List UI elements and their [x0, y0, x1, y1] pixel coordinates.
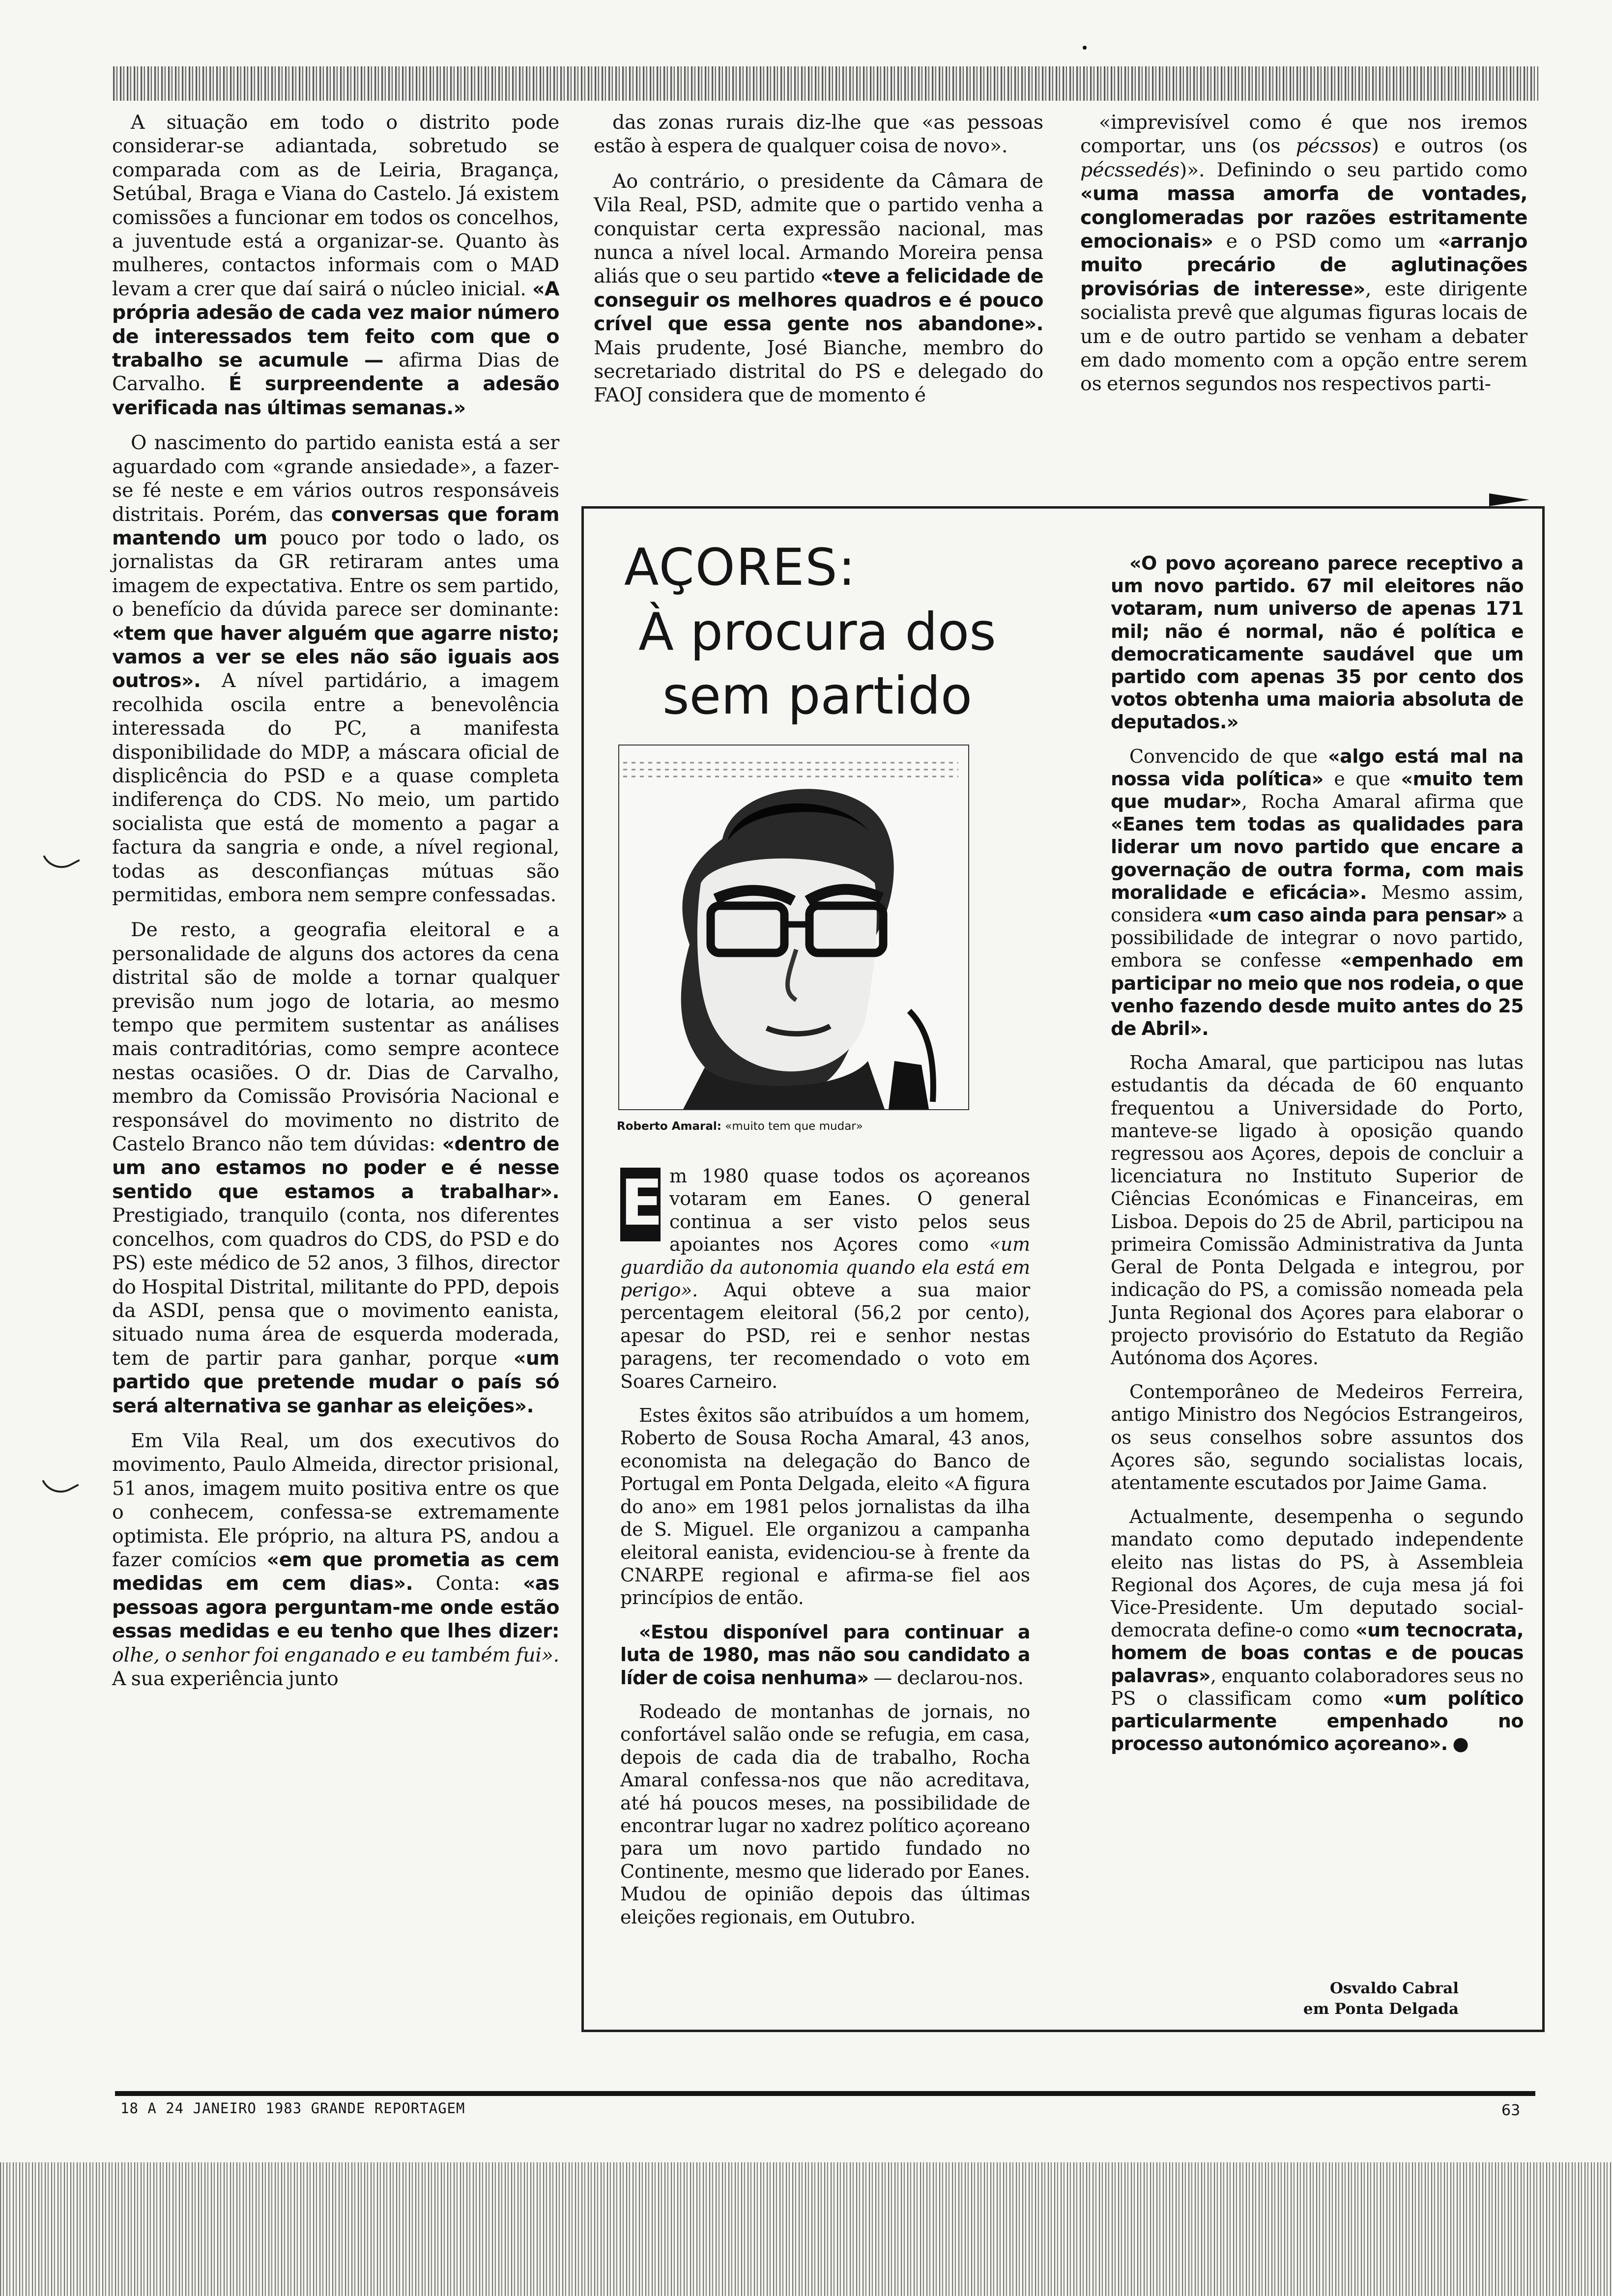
italic-text: «um guardião da autonomia quando ela está em perigo».	[620, 1234, 1030, 1301]
italic-text: pécssedés	[1080, 158, 1180, 181]
body-text: «imprevisível como é que nos iremos comportar, uns (os	[1080, 111, 1527, 158]
body-text: A situação em todo o distrito pode considerar-se adiantada, sobretudo se comparada com as de Leiria, Bragança, Setúbal, Braga e Viana do Castelo. Já existem comissões a funcionar em todos os concelhos, a juventude está a organizar-se. Quanto às mulheres, contactos informais com o MAD levam a crer que daí sairá o núcleo inicial.	[112, 111, 559, 300]
body-text: A sua experiência junto	[112, 1667, 339, 1690]
quoted-bold-text: «O povo açoreano parece receptivo a um novo partido. 67 mil eleitores não votaram, num universo de apenas 171 mil; não é normal, não é política e democraticamente saudável que um partido com apenas 35 por cento dos votos obtenha uma maioria absoluta de deputados.»	[1111, 552, 1524, 733]
feature-headline	[623, 539, 1011, 724]
caption-name: Roberto Amaral:	[617, 1120, 721, 1133]
body-text: Em Vila Real, um dos executivos do movimento, Paulo Almeida, director prisional, 51 anos, imagem muito positiva entre os que o conhecem, confessa-se extremamente optimista. Ele próprio, na altura PS, andou a fazer comícios	[112, 1429, 559, 1571]
article-byline	[1267, 1978, 1459, 2019]
article-paragraph	[1111, 745, 1524, 1040]
quoted-bold-text: «algo está mal na nossa vida política»	[1111, 745, 1524, 790]
body-text: , Rocha Amaral afirma que	[1241, 791, 1524, 813]
quoted-bold-text: «Estou disponível para continuar a luta de 1980, mas não sou candidato a líder de coisa nenhuma»	[620, 1621, 1030, 1689]
body-text: Mesmo assim, considera	[1111, 881, 1524, 926]
quoted-bold-text: «um tecnocrata, homem de boas contas e de poucas palavras»	[1111, 1619, 1524, 1687]
body-text: Convencido de que	[1129, 745, 1328, 767]
article-paragraph	[594, 170, 1043, 407]
body-text: , este dirigente socialista prevê que algumas figuras locais de um e de outro partido se venham a debater em dado momento com a opção entre serem os eternos segundos nos respectivos parti-	[1080, 277, 1527, 396]
roberto-amaral-portrait	[618, 745, 969, 1110]
article-paragraph	[620, 1700, 1030, 1928]
body-text: Actualmente, desempenha o segundo mandato como deputado independente eleito nas listas do PS, à Assembleia Regional dos Açores, de cuja mesa já foi Vice-Presidente. Um deputado social-democrata define-o como	[1111, 1506, 1524, 1641]
body-text: ) e outros (os	[1371, 135, 1527, 158]
byline-location: em Ponta Delgada	[1303, 2000, 1459, 2018]
right-article-column	[1080, 111, 1527, 407]
body-text: — declarou-nos.	[868, 1666, 1024, 1689]
quoted-bold-text: «muito tem que mudar»	[1111, 768, 1524, 813]
quoted-bold-text: «A própria adesão de cada vez maior número de interessados tem feito com que o trabalho se acumule —	[112, 277, 559, 372]
caption-quote: «muito tem que mudar»	[721, 1120, 863, 1133]
scan-speck	[1083, 46, 1087, 50]
feature-right-column	[1111, 552, 1524, 1766]
article-paragraph	[1111, 1051, 1524, 1369]
feature-title-line-1: À procura dos	[638, 602, 996, 662]
feature-kicker: AÇORES:	[624, 538, 857, 597]
article-paragraph	[112, 1429, 559, 1691]
article-paragraph	[1111, 1380, 1524, 1494]
body-text: Rodeado de montanhas de jornais, no confortável salão onde se refugia, em casa, depois de cada dia de trabalho, Rocha Amaral confessa-nos que não acreditava, até há poucos meses, na possibilidade de encontrar lugar no xadrez político açoreano para um novo partido fundado no Continente, mesmo que liderado por Eanes. Mudou de opinião depois das últimas eleições regionais, em Outubro.	[620, 1700, 1030, 1928]
body-text: e o PSD como um	[1213, 230, 1438, 253]
quoted-bold-text: «empenhado em participar no meio que nos rodeia, o que venho fazendo desde muito antes do 25 de Abril».	[1111, 949, 1524, 1040]
italic-text: pécssos	[1295, 135, 1372, 158]
body-text: Contemporâneo de Medeiros Ferreira, antigo Ministro dos Negócios Estrangeiros, os seus conselhos sobre assuntos dos Açores são, segundo socialistas locais, atentamente escutados por Jaime Gama.	[1111, 1381, 1524, 1493]
drop-cap: E	[620, 1168, 661, 1241]
quoted-bold-text: «um caso ainda para pensar»	[1208, 904, 1507, 926]
article-paragraph	[594, 111, 1043, 158]
quoted-bold-text: «Eanes tem todas as qualidades para liderar um novo partido que encare a governação de outra forma, com mais moralidade e eficácia».	[1111, 813, 1524, 903]
page-number: 63	[1501, 2102, 1521, 2119]
body-text: De resto, a geografia eleitoral e a personalidade de alguns dos actores da cena distrital são de molde a tornar qualquer previsão num jogo de lotaria, ao mesmo tempo que permitem sustentar as análises mais contraditórias, como sempre acontece nestas ocasiões. O dr. Dias de Carvalho, membro da Comissão Provisória Nacional e responsável do movimento no distrito de Castelo Branco não tem dúvidas:	[112, 918, 559, 1156]
body-text: m 1980 quase todos os açoreanos votaram em Eanes. O general continua a ser visto pelos seus apoiantes nos Açores como	[669, 1165, 1030, 1256]
body-text: Ao contrário, o presidente da Câmara de Vila Real, PSD, admite que o partido venha a conquistar certa expressão nacional, mas nunca a nível local. Armando Moreira pensa aliás que o seu partido	[594, 170, 1043, 288]
page-footer: 18 A 24 JANEIRO 1983 GRANDE REPORTAGEM	[120, 2100, 465, 2117]
body-text: pouco por todo o lado, os jornalistas da GR retiraram antes uma imagem de expectativa. Entre os sem partido, o benefício da dúvida parece ser dominante:	[112, 526, 559, 621]
quoted-bold-text: «tem que haver alguém que agarre nisto; vamos a ver se eles não são iguais aos outros».	[112, 622, 559, 692]
feature-left-copy	[620, 1165, 1030, 1928]
body-text: Mais prudente, José Bianche, membro do secretariado distrital do PS e delegado do FAOJ considera que de momento é	[594, 336, 1043, 407]
quoted-bold-text: «arranjo muito precário de aglutinações provisórias de interesse»	[1080, 230, 1527, 300]
footer-rule	[115, 2091, 1535, 2096]
body-text: afirma Dias de Carvalho.	[112, 349, 559, 396]
article-paragraph	[112, 431, 559, 907]
byline-author: Osvaldo Cabral	[1329, 1980, 1459, 1997]
feature-left-column	[620, 1165, 1030, 1940]
quoted-bold-text: «em que prometia as cem medidas em cem dias».	[112, 1548, 559, 1595]
left-article-column	[112, 111, 559, 1702]
body-text: Aqui obteve a sua maior percentagem eleitoral (56,2 por cento), apesar do PSD, rei e senhor nestas paragens, ter recomendado o voto em Soares Carneiro.	[620, 1279, 1030, 1392]
feature-title-line-2: sem partido	[662, 666, 973, 726]
scanned-top-noise	[113, 66, 1538, 101]
quoted-bold-text: conversas que foram mantendo um	[112, 503, 559, 549]
body-text: das zonas rurais diz-lhe que «as pessoas estão à espera de qualquer coisa de novo».	[594, 111, 1043, 158]
body-text: Conta:	[413, 1572, 523, 1595]
article-paragraph	[112, 918, 559, 1418]
scanned-bottom-noise	[0, 2162, 1612, 2296]
article-paragraph	[1111, 552, 1524, 734]
margin-hole-mark-bottom	[42, 1466, 79, 1500]
body-text: A nível partidário, a imagem recolhida oscila entre a benevolência interessada do PC, a manifesta disponibilidade do MDP, a máscara oficial de displicência do PSD e a quase completa indiferença do CDS. No meio, um partido socialista que está de momento a pagar a factura da sangria e onde, a nível regional, todas as desconfianças mútuas são permitidas, embora nem sempre confessadas.	[112, 669, 559, 906]
body-text: ●	[1447, 1733, 1469, 1755]
body-text: Rocha Amaral, que participou nas lutas estudantis da década de 60 enquanto frequentou a Universidade do Porto, manteve-se ligado à oposição quando regressou aos Açores, depois de concluir a licenciatura no Instituto Superior de Ciências Económicas e Financeiras, em Lisboa. Depois do 25 de Abril, participou na primeira Comissão Administrativa da Junta Geral de Ponta Delgada e integrou, por indicação do PS, a comissão nomeada pela Junta Regional dos Açores para elaborar o projecto provisório do Estatuto da Região Autónoma dos Açores.	[1111, 1052, 1524, 1369]
quoted-bold-text: «teve a felicidade de conseguir os melhores quadros e é pouco crível que essa gente nos abandone».	[594, 265, 1044, 336]
middle-article-column	[594, 111, 1043, 419]
body-text: )». Definindo o seu partido como	[1179, 158, 1527, 181]
body-text: a possibilidade de integrar o novo partido, embora se confesse	[1111, 904, 1524, 972]
article-paragraph	[1111, 1505, 1524, 1755]
quoted-bold-text: É surpreendente a adesão verificada nas últimas semanas.»	[112, 373, 559, 419]
article-paragraph	[112, 111, 559, 420]
article-paragraph	[620, 1404, 1030, 1609]
margin-hole-mark-top	[43, 842, 80, 875]
article-paragraph	[620, 1165, 1030, 1393]
quoted-bold-text: «um político particularmente empenhado no processo autonómico açoreano».	[1111, 1687, 1524, 1755]
quoted-bold-text: «um partido que pretende mudar o país só será alternativa se ganhar as eleições».	[112, 1347, 559, 1417]
quoted-bold-text: «dentro de um ano estamos no poder e é nesse sentido que estamos a trabalhar».	[112, 1133, 559, 1203]
body-text: O nascimento do partido eanista está a ser aguardado com «grande ansiedade», a fazer-se fé neste e em vários outros responsáveis distritais. Porém, das	[112, 431, 559, 526]
body-text: , enquanto colaboradores seus no PS o classificam como	[1111, 1665, 1524, 1709]
portrait-image-icon	[619, 746, 968, 1109]
portrait-caption	[617, 1119, 1010, 1134]
quoted-bold-text: «uma massa amorfa de vontades, conglomeradas por razões estritamente emocionais»	[1080, 182, 1527, 253]
body-text: Prestigiado, tranquilo (conta, nos diferentes concelhos, com quadros do CDS, do PSD e do PS) este médico de 52 anos, 3 filhos, director do Hospital Distrital, militante do PPD, depois da ASDI, pensa que o movimento eanista, situado numa área de esquerda moderada, tem de partir para ganhar, porque	[112, 1204, 559, 1370]
article-paragraph	[620, 1621, 1030, 1689]
quoted-bold-text: «as pessoas agora perguntam-me onde estão essas medidas e eu tenho que lhes dizer:	[112, 1572, 559, 1643]
body-text: Estes êxitos são atribuídos a um homem, Roberto de Sousa Rocha Amaral, 43 anos, economista na delegação do Banco de Portugal em Ponta Delgada, eleito «A figura do ano» em 1981 pelos jornalistas da ilha de S. Miguel. Ele organizou a campanha eleitoral eanista, evidenciou-se à frente da CNARPE regional e afirma-se fiel aos princípios de então.	[620, 1405, 1030, 1609]
body-text: e que	[1323, 768, 1401, 790]
article-paragraph	[1080, 111, 1527, 396]
italic-text: olhe, o senhor foi enganado e eu também fui».	[112, 1643, 559, 1666]
